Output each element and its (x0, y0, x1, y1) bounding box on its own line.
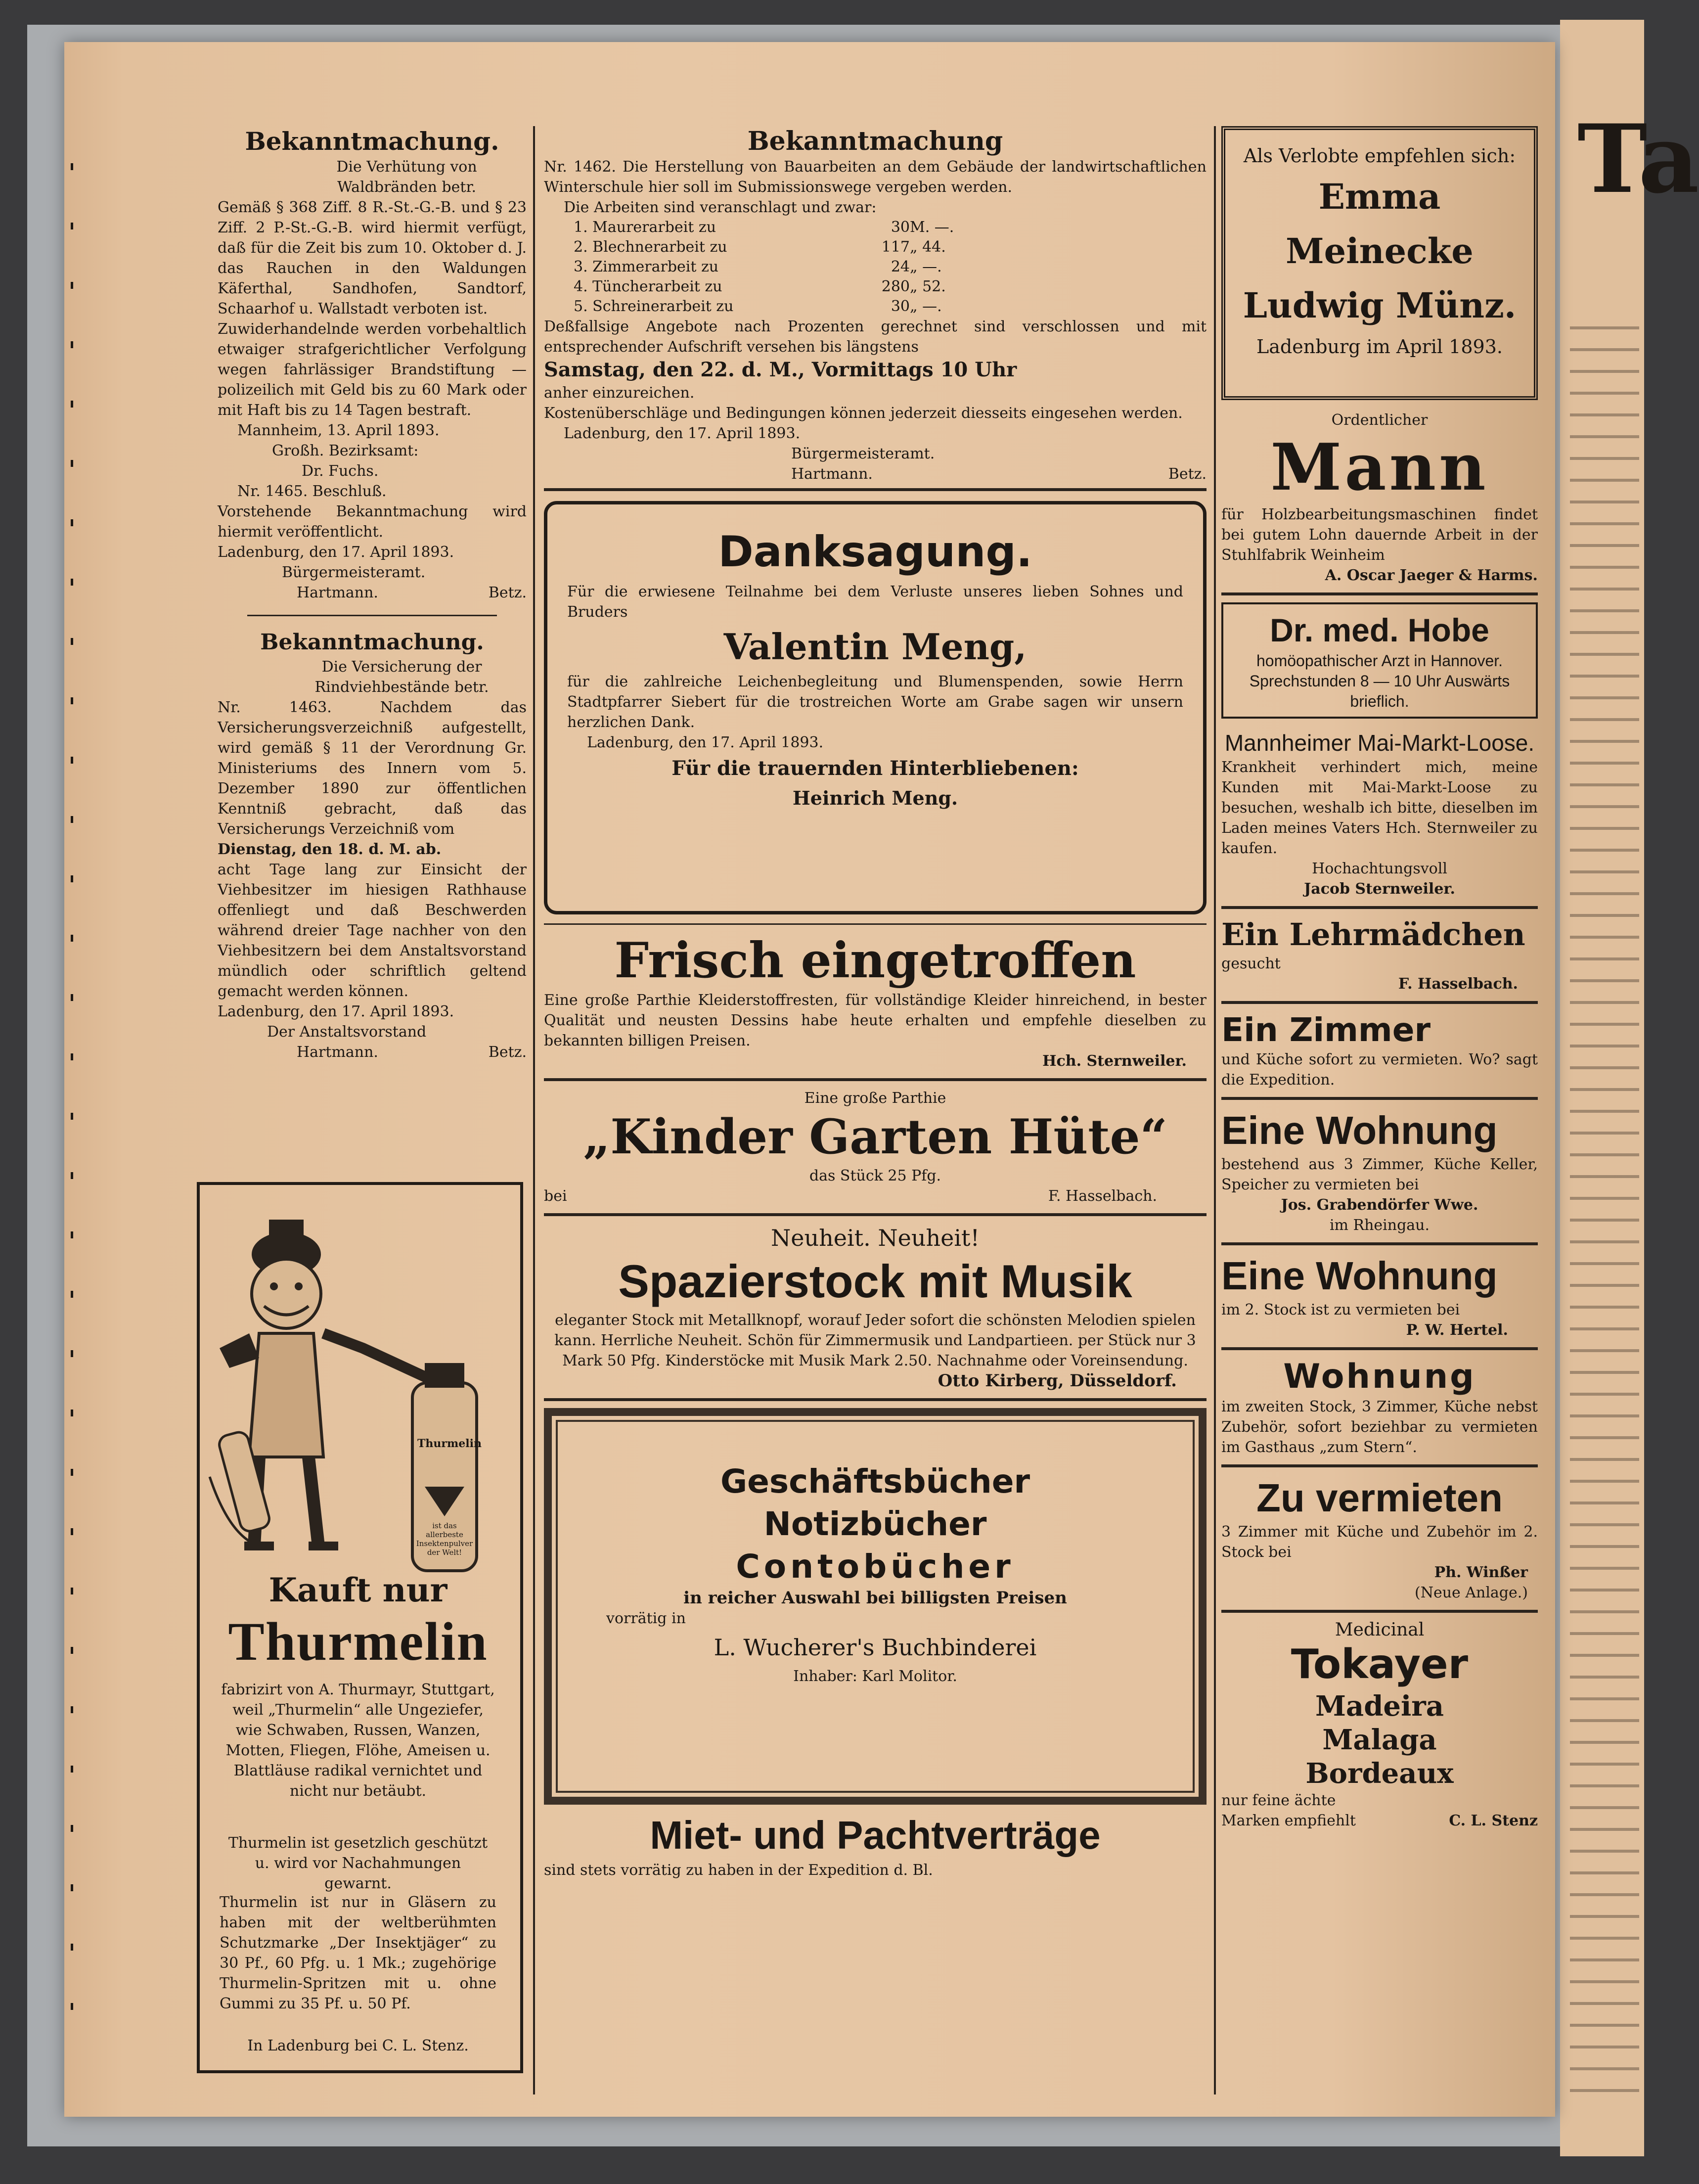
separator (1221, 592, 1538, 595)
work-item-amount: 30 (891, 298, 910, 315)
danksagung-box (544, 501, 1207, 914)
notice1-publication: Vorstehende Bekanntmachung wird hiermit veröffentlicht. (218, 503, 527, 541)
wohnung1-where: im Rheingau. (1329, 1217, 1430, 1234)
buch-shop: L. Wucherer's Buchbinderei (714, 1634, 1037, 1661)
danksagung-sign: Heinrich Meng. (792, 787, 958, 809)
separator (544, 488, 1207, 491)
separator (1221, 906, 1538, 909)
separator (1221, 1242, 1538, 1245)
buchbinderei-box (544, 1408, 1207, 1805)
buch-owner: Inhaber: Karl Molitor. (793, 1668, 957, 1685)
buch-line5: vorrätig in (606, 1610, 686, 1627)
lehr-title: Ein Lehrmädchen (1221, 916, 1525, 953)
buch-line4: in reicher Auswahl bei billigsten Preisen (683, 1588, 1067, 1608)
mann-title: Mann (1270, 429, 1489, 505)
mann-pre: Ordentlicher (1331, 411, 1428, 429)
work-item-name: 1. Maurerarbeit zu (574, 219, 716, 236)
verlobung-date: Ladenburg im April 1893. (1256, 336, 1503, 358)
work-item-name: 5. Schreinerarbeit zu (574, 298, 734, 315)
adjacent-page-masthead: Ta (1577, 104, 1699, 214)
notice1-office: Großh. Bezirksamt: (272, 442, 419, 459)
buch-line3: Contobücher (736, 1547, 1015, 1586)
separator (1221, 1464, 1538, 1467)
stock-pre: Neuheit. Neuheit! (770, 1225, 980, 1251)
work-item (544, 257, 1207, 277)
work-item-unit: M. —. (910, 219, 954, 236)
notice2-body2: acht Tage lang zur Einsicht der Viehbesitzer im hiesigen Rathhause offenliegt und daß Beschwerden während dreier Tage nachher von den Viehbesitzern bei dem Anstaltsvorstand mündlich oder schriftlich geltend gemacht werden können. (218, 861, 527, 1000)
loose-sign: Jacob Sternweiler. (1304, 880, 1455, 898)
notice2-office: Der Anstaltsvorstand (267, 1023, 427, 1041)
wohnung1-body: bestehend aus 3 Zimmer, Küche Keller, Speicher zu vermieten bei (1221, 1156, 1538, 1193)
thurmelin-body: fabrizirt von A. Thurmayr, Stuttgart, weil „Thurmelin“ alle Ungeziefer, wie Schwaben, Russen, Wanzen, Motten, Fliegen, Flöhe, Ameisen u. Blattläuse radikal vernichtet und nicht nur betäubt. (221, 1681, 495, 1800)
separator (247, 615, 497, 616)
mann-body: für Holzbearbeitungsmaschinen findet bei gutem Lohn dauernde Arbeit in der Stuhlfabrik Weinheim (1221, 506, 1538, 564)
wohnung1-sign: Jos. Grabendörfer Wwe. (1281, 1196, 1478, 1214)
notice1-number: Nr. 1465. Beschluß. (237, 483, 387, 500)
danksagung-body: Für die erwiesene Teilnahme bei dem Verluste unseres lieben Sohnes und Bruders (567, 583, 1183, 621)
work-item-unit: „ —. (910, 258, 942, 275)
work-item-name: 4. Tüncherarbeit zu (574, 278, 722, 295)
bottle-label: Thurmelin (417, 1437, 482, 1450)
verlobung-name1: Emma Meinecke (1286, 176, 1474, 272)
hobe-title: Dr. med. Hobe (1270, 612, 1489, 648)
vertraege-body: sind stets vorrätig zu haben in der Expedition d. Bl. (544, 1862, 933, 1879)
vermieten-title: Zu vermieten (1256, 1476, 1503, 1520)
vertraege-title: Miet- und Pachtverträge (650, 1813, 1101, 1857)
column-rule-1 (533, 126, 535, 2094)
notice3-body3: anher einzureichen. (544, 384, 695, 402)
buch-line1: Geschäftsbücher (720, 1462, 1030, 1501)
wohnung2-title: Eine Wohnung (1221, 1254, 1498, 1298)
work-item-amount: 24 (891, 258, 910, 275)
hute-title: „Kinder Garten Hüte“ (583, 1109, 1167, 1165)
verlobung-head: Als Verlobte empfehlen sich: (1243, 145, 1516, 167)
work-item-amount: 280 (881, 278, 910, 295)
separator (1221, 1097, 1538, 1100)
work-item (544, 218, 1207, 237)
column-1 (218, 126, 527, 1062)
vermieten-where: (Neue Anlage.) (1415, 1584, 1528, 1601)
notice2-subject: Die Versicherung der Rindviehbestände betr. (314, 658, 489, 696)
separator (544, 923, 1207, 925)
danksagung-body2: für die zahlreiche Leichenbegleitung und Blumenspenden, sowie Herrn Stadtpfarrer Siebert für die trostreichen Worte am Grabe sagen wir unsern herzlichen Dank. (567, 673, 1183, 731)
loose-body: Krankheit verhindert mich, meine Kunden mit Mai-Markt-Loose zu besuchen, weshalb ich bitte, dieselben im Laden meines Vaters Hch. Sternweiler zu kaufen. (1221, 759, 1538, 857)
notice2-title: Bekanntmachung. (260, 630, 484, 655)
notice3-sign-betz: Betz. (1168, 465, 1207, 483)
separator (544, 1078, 1207, 1081)
notice1-signature: Dr. Fuchs. (302, 462, 379, 480)
thurmelin-ad (197, 1182, 523, 2073)
stock-title: Spazierstock mit Musik (618, 1255, 1132, 1307)
notice3-office: Bürgermeisteramt. (791, 445, 935, 462)
stock-sign: Otto Kirberg, Düsseldorf. (938, 1371, 1177, 1391)
work-item-amount: 30 (891, 219, 910, 236)
notice2-date: Ladenburg, den 17. April 1893. (218, 1003, 454, 1020)
notice2-sign-betz: Betz. (488, 1044, 527, 1061)
lehr-body: gesucht (1221, 955, 1281, 972)
tokayer-bordeaux: Bordeaux (1305, 1757, 1454, 1790)
work-item-unit: „ 44. (910, 238, 946, 256)
notice1-title: Bekanntmachung. (245, 127, 499, 156)
wohnung1-title: Eine Wohnung (1221, 1108, 1498, 1152)
separator (544, 1213, 1207, 1216)
vermieten-body: 3 Zimmer mit Küche und Zubehör im 2. Stock bei (1221, 1523, 1538, 1561)
column-2 (544, 126, 1207, 1880)
loose-greet: Hochachtungsvoll (1312, 860, 1447, 877)
notice1-sign-hartmann: Hartmann. (297, 584, 378, 601)
verlobung-name2: Ludwig Münz. (1243, 285, 1517, 326)
tokayer-madeira: Madeira (1315, 1690, 1444, 1723)
lehr-sign: F. Hasselbach. (1398, 975, 1518, 993)
wohnung3-title: Wohnung (1283, 1357, 1476, 1396)
work-item (544, 297, 1207, 317)
stock-body: eleganter Stock mit Metallknopf, worauf Jeder sofort die schönsten Melodien spielen kann. Herrliche Neuheit. Schön für Zimmermusik und Landpartieen. per Stück nur 3 Mark 50 Pfg. Kinderstöcke mit Musik Mark 2.50. Nachnahme oder Voreinsendung. (554, 1312, 1196, 1369)
work-item-unit: „ 52. (910, 278, 946, 295)
thurmelin-kauft: Kauft nur (268, 1571, 447, 1609)
thurmelin-where: In Ladenburg bei C. L. Stenz. (247, 2037, 469, 2054)
tokayer-pre: Medicinal (1335, 1620, 1425, 1640)
wohnung2-body: im 2. Stock ist zu vermieten bei (1221, 1301, 1460, 1319)
wohnung3-body: im zweiten Stock, 3 Zimmer, Küche nebst Zubehör, sofort beziehbar zu vermieten im Gasthaus „zum Stern“. (1221, 1398, 1538, 1456)
notice1-date: Ladenburg, den 17. April 1893. (218, 544, 454, 561)
notice1-place: Mannheim, 13. April 1893. (237, 422, 440, 439)
hute-sign: F. Hasselbach. (1048, 1187, 1157, 1205)
frisch-title: Frisch eingetroffen (614, 932, 1136, 989)
wohnung2-sign: P. W. Hertel. (1406, 1321, 1508, 1339)
hute-price: das Stück 25 Pfg. (809, 1167, 941, 1184)
work-item-amount: 117 (881, 238, 910, 256)
tokayer-body: nur feine ächte Marken empfiehlt (1221, 1792, 1356, 1829)
adjacent-page-text (1570, 326, 1639, 2107)
work-item (544, 277, 1207, 297)
danksagung-date: Ladenburg, den 17. April 1893. (587, 734, 824, 751)
notice3-intro: Die Arbeiten sind veranschlagt und zwar: (564, 199, 877, 216)
work-item-name: 2. Blechnerarbeit zu (574, 238, 727, 256)
notice1-sign-betz: Betz. (488, 584, 527, 601)
thurmelin-body3: Thurmelin ist nur in Gläsern zu haben mit der weltberühmten Schutzmarke „Der Insektjäger“ zu 30 Pf., 60 Pfg. u. 1 Mk.; zugehörige Thurmelin-Spritzen mit u. ohne Gummi zu 35 Pf. u. 50 Pf. (220, 1894, 496, 2012)
notice2-sign-hartmann: Hartmann. (297, 1044, 378, 1061)
tokayer-sign: C. L. Stenz (1449, 1812, 1538, 1829)
hute-pre: Eine große Parthie (804, 1090, 946, 1107)
soldier-illustration (200, 1200, 514, 1576)
notice3-work-list (544, 218, 1207, 317)
hute-bei: bei (544, 1187, 567, 1205)
separator (1221, 1001, 1538, 1004)
notice3-title: Bekanntmachung (747, 126, 1003, 156)
hobe-box (1221, 602, 1538, 719)
column-rule-2 (1214, 126, 1216, 2094)
bottle-text: ist das allerbeste Insektenpulver der Welt! (416, 1521, 473, 1557)
verlobung-box (1221, 126, 1538, 400)
frisch-body: Eine große Parthie Kleiderstoffresten, für vollständige Kleider hinreichend, in bester Qualität und neusten Dessins habe heute erhalten und empfehle dieselben zu bekannten billigen Preisen. (544, 992, 1207, 1049)
work-item-name: 3. Zimmerarbeit zu (574, 258, 719, 275)
notice3-body2: Deßfallsige Angebote nach Prozenten gerechnet sind verschlossen und mit entsprechender Aufschrift versehen bis längstens (544, 318, 1207, 356)
column-3 (1221, 126, 1538, 1831)
notice3-sign-hartmann: Hartmann. (791, 465, 873, 483)
thurmelin-body2: Thurmelin ist gesetzlich geschützt u. wird vor Nachahmungen gewarnt. (228, 1834, 488, 1892)
notice3-deadline: Samstag, den 22. d. M., Vormittags 10 Uhr (544, 358, 1017, 381)
notice1-body: Gemäß § 368 Ziff. 8 R.-St.-G.-B. und § 23 Ziff. 2 P.-St.-G.-B. wird hiermit verfügt, daß für die Zeit bis zum 10. Oktober d. J. das Rauchen in den Waldungen Käferthal, Sandhofen, Sandtorf, Schaarhof u. Wallstadt verboten ist. (218, 199, 527, 318)
zimmer-body: und Küche sofort zu vermieten. Wo? sagt die Expedition. (1221, 1051, 1538, 1089)
notice2-date-bold: Dienstag, den 18. d. M. ab. (218, 841, 442, 858)
thurmelin-name: Thurmelin (228, 1611, 488, 1672)
buch-line2: Notizbücher (763, 1505, 987, 1543)
adjacent-page-edge (1560, 20, 1699, 2156)
notice2-body: Nr. 1463. Nachdem das Versicherungsverzeichniß aufgestellt, wird gemäß § 11 der Verordnung Gr. Ministeriums des Innern vom 5. Dezember 1890 zur öffentlichen Kenntniß gebracht, daß das Versicherungs Verzeichniß vom (218, 699, 527, 838)
separator (1221, 1347, 1538, 1350)
frisch-sign: Hch. Sternweiler. (1042, 1052, 1187, 1070)
notice1-office2: Bürgermeisteramt. (282, 564, 426, 581)
binding-holes (71, 163, 73, 2018)
danksagung-title: Danksagung. (718, 527, 1032, 577)
mann-sign: A. Oscar Jaeger & Harms. (1325, 567, 1538, 584)
work-item (544, 237, 1207, 257)
zimmer-title: Ein Zimmer (1221, 1011, 1431, 1049)
vermieten-sign: Ph. Winßer (1434, 1564, 1528, 1581)
danksagung-for: Für die trauernden Hinterbliebenen: (671, 757, 1079, 780)
notice1-subject: Die Verhütung von Waldbränden betr. (336, 158, 477, 196)
tokayer-malaga: Malaga (1322, 1724, 1437, 1756)
notice3-body: Nr. 1462. Die Herstellung von Bauarbeiten an dem Gebäude der landwirtschaftlichen Winterschule hier soll im Submissionswege vergeben werden. (544, 158, 1207, 196)
hobe-body: homöopathischer Arzt in Hannover. Sprechstunden 8 — 10 Uhr Auswärts brieflich. (1249, 652, 1510, 710)
loose-title: Mannheimer Mai-Markt-Loose. (1224, 730, 1535, 756)
danksagung-name: Valentin Meng, (723, 626, 1027, 668)
separator (1221, 1610, 1538, 1613)
work-item-unit: „ —. (910, 298, 942, 315)
separator (544, 1398, 1207, 1401)
notice1-body2: Zuwiderhandelnde werden vorbehaltlich etwaiger strafgerichtlicher Verfolgung wegen fahrlässiger Brandstiftung — polizeilich mit Geld bis zu 60 Mark oder mit Haft bis zu 14 Tagen bestraft. (218, 320, 527, 419)
tokayer-title: Tokayer (1291, 1641, 1469, 1688)
notice3-body4: Kostenüberschläge und Bedingungen können jederzeit diesseits eingesehen werden. (544, 405, 1183, 422)
notice3-date: Ladenburg, den 17. April 1893. (564, 425, 801, 442)
